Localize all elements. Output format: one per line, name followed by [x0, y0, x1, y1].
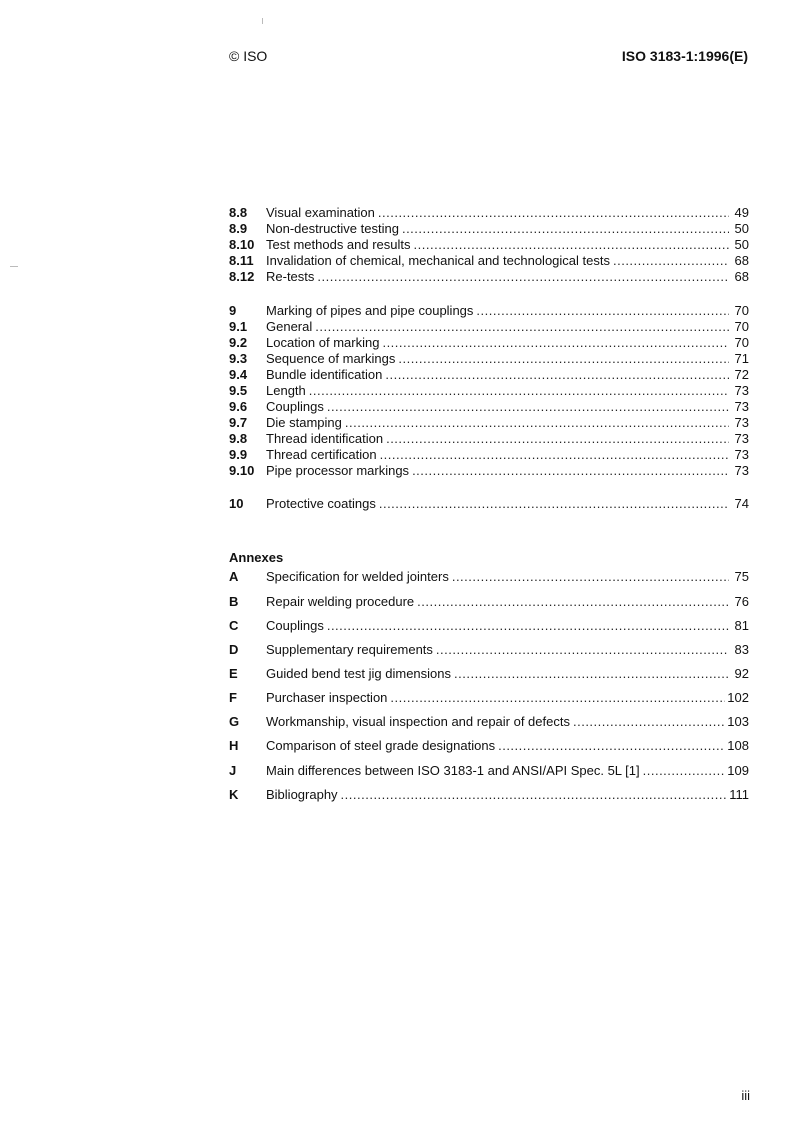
dot-leader [379, 496, 729, 512]
toc-section-title: Non-destructive testing [266, 221, 399, 236]
toc-section-page: 73 [734, 399, 749, 414]
toc-annex-page: 76 [734, 594, 749, 609]
toc-annex-number: E [229, 666, 238, 681]
toc-annex-row [229, 666, 749, 682]
toc-section-number: 8.10 [229, 237, 255, 252]
toc-annex-page: 109 [727, 763, 749, 778]
dot-leader [385, 367, 729, 383]
toc-section-title: Marking of pipes and pipe couplings [266, 303, 474, 318]
toc-section-title: Re-tests [266, 269, 315, 284]
toc-section-row [229, 351, 749, 367]
toc-section-page: 70 [734, 335, 749, 350]
dot-leader [476, 303, 729, 319]
toc-annex-number: B [229, 594, 239, 609]
toc-section-page: 50 [734, 237, 749, 252]
toc-section-number: 9.4 [229, 367, 248, 382]
header-copyright: © ISO [229, 48, 268, 64]
toc-section-number: 9.6 [229, 399, 248, 414]
dot-leader [412, 463, 729, 479]
toc-section-page: 68 [734, 269, 749, 284]
toc-section-number: 9.7 [229, 415, 248, 430]
toc-section-number: 9.5 [229, 383, 248, 398]
dot-leader [414, 237, 729, 253]
toc-annex-page: 108 [727, 738, 749, 753]
dot-leader [643, 763, 726, 779]
dot-leader [380, 447, 729, 463]
toc-annex-row [229, 642, 749, 658]
toc-section-row [229, 496, 749, 512]
toc-annex-row [229, 787, 749, 803]
dot-leader [327, 399, 729, 415]
toc-annex-title: Purchaser inspection [266, 690, 388, 705]
toc-annex-number: K [229, 787, 239, 802]
toc-annex-row [229, 738, 749, 754]
toc-annex-number: D [229, 642, 239, 657]
toc-annex-title: Main differences between ISO 3183-1 and ANSI/API Spec. 5L [1] [266, 763, 640, 778]
toc-annex-number: A [229, 569, 239, 584]
dot-leader [402, 221, 729, 237]
toc-section-row [229, 269, 749, 285]
toc-annex-row [229, 569, 749, 585]
dot-leader [436, 642, 729, 658]
dot-leader [417, 594, 729, 610]
toc-section-title: Thread identification [266, 431, 384, 446]
toc-section-title: Test methods and results [266, 237, 411, 252]
toc-section-row [229, 383, 749, 399]
toc-section-number: 8.9 [229, 221, 248, 236]
toc-section-row [229, 221, 749, 237]
toc-annex-number: C [229, 618, 239, 633]
toc-section-title: Location of marking [266, 335, 380, 350]
dot-leader [398, 351, 729, 367]
toc-section-number: 10 [229, 496, 244, 511]
toc-section-number: 9.8 [229, 431, 248, 446]
toc-section-row [229, 415, 749, 431]
toc-section-row [229, 205, 749, 221]
toc-section-row [229, 431, 749, 447]
toc-section-row [229, 367, 749, 383]
toc-section-number: 9.9 [229, 447, 248, 462]
toc-annex-page: 83 [734, 642, 749, 657]
toc-section-page: 50 [734, 221, 749, 236]
toc-annex-title: Couplings [266, 618, 324, 633]
toc-section-row [229, 447, 749, 463]
toc-annex-number: G [229, 714, 240, 729]
scan-mark [10, 266, 18, 267]
toc-section-number: 8.12 [229, 269, 255, 284]
toc-annex-row [229, 763, 749, 779]
dot-leader [390, 690, 725, 706]
toc-annex-row [229, 690, 749, 706]
dot-leader [498, 738, 725, 754]
toc-section-page: 70 [734, 319, 749, 334]
page-number: iii [741, 1088, 750, 1103]
dot-leader [573, 714, 725, 730]
header-standard-id: ISO 3183-1:1996(E) [621, 48, 748, 64]
toc-section-page: 70 [734, 303, 749, 318]
toc-section-title: Sequence of markings [266, 351, 396, 366]
toc-section-number: 9.10 [229, 463, 255, 478]
toc-section-number: 9.1 [229, 319, 248, 334]
toc-annex-page: 102 [727, 690, 749, 705]
toc-section-title: Visual examination [266, 205, 375, 220]
toc-section-page: 71 [734, 351, 749, 366]
toc-section-title: Length [266, 383, 306, 398]
toc-section-title: Couplings [266, 399, 324, 414]
toc-section-page: 74 [734, 496, 749, 511]
toc-section-page: 73 [734, 415, 749, 430]
toc-section-number: 8.11 [229, 253, 254, 268]
toc-annex-title: Specification for welded jointers [266, 569, 449, 584]
toc-section-page: 49 [734, 205, 749, 220]
toc-section-title: Pipe processor markings [266, 463, 410, 478]
toc-annex-page: 81 [734, 618, 749, 633]
annexes-heading: Annexes [229, 550, 284, 565]
toc-section-number: 8.8 [229, 205, 248, 220]
toc-section-page: 68 [734, 253, 749, 268]
toc-annex-page: 103 [727, 714, 749, 729]
toc-section-row [229, 335, 749, 351]
toc-section-page: 73 [734, 447, 749, 462]
toc-annex-row [229, 618, 749, 634]
dot-leader [386, 431, 729, 447]
dot-leader [382, 335, 729, 351]
dot-leader [452, 569, 729, 585]
toc-annex-number: F [229, 690, 237, 705]
dot-leader [341, 787, 728, 803]
toc-annex-title: Repair welding procedure [266, 594, 415, 609]
toc-section-row [229, 319, 749, 335]
toc-section-title: Die stamping [266, 415, 342, 430]
toc-section-number: 9.2 [229, 335, 248, 350]
toc-section-row [229, 303, 749, 319]
dot-leader [309, 383, 729, 399]
toc-section-title: Thread certification [266, 447, 377, 462]
toc-section-row [229, 237, 749, 253]
toc-section-row [229, 399, 749, 415]
toc-section-row [229, 253, 749, 269]
toc-section-number: 9 [229, 303, 237, 318]
toc-annex-title: Supplementary requirements [266, 642, 433, 657]
toc-section-page: 73 [734, 463, 749, 478]
scan-mark [262, 18, 263, 24]
dot-leader [613, 253, 729, 269]
dot-leader [378, 205, 729, 221]
toc-section-title: Protective coatings [266, 496, 376, 511]
toc-annex-title: Bibliography [266, 787, 338, 802]
dot-leader [327, 618, 729, 634]
toc-annex-page: 111 [729, 787, 749, 802]
toc-section-row [229, 463, 749, 479]
toc-annex-number: J [229, 763, 237, 778]
toc-annex-title: Guided bend test jig dimensions [266, 666, 452, 681]
dot-leader [317, 269, 729, 285]
dot-leader [454, 666, 729, 682]
toc-annex-row [229, 594, 749, 610]
toc-annex-page: 75 [734, 569, 749, 584]
toc-annex-row [229, 714, 749, 730]
toc-annex-number: H [229, 738, 239, 753]
toc-section-page: 72 [734, 367, 749, 382]
toc-section-number: 9.3 [229, 351, 248, 366]
dot-leader [345, 415, 729, 431]
toc-section-page: 73 [734, 431, 749, 446]
dot-leader [315, 319, 729, 335]
toc-section-title: Invalidation of chemical, mechanical and technological tests [266, 253, 610, 268]
toc-section-title: Bundle identification [266, 367, 383, 382]
toc-annex-page: 92 [734, 666, 749, 681]
toc-section-title: General [266, 319, 313, 334]
toc-section-page: 73 [734, 383, 749, 398]
toc-annex-title: Workmanship, visual inspection and repair of defects [266, 714, 570, 729]
toc-annex-title: Comparison of steel grade designations [266, 738, 496, 753]
